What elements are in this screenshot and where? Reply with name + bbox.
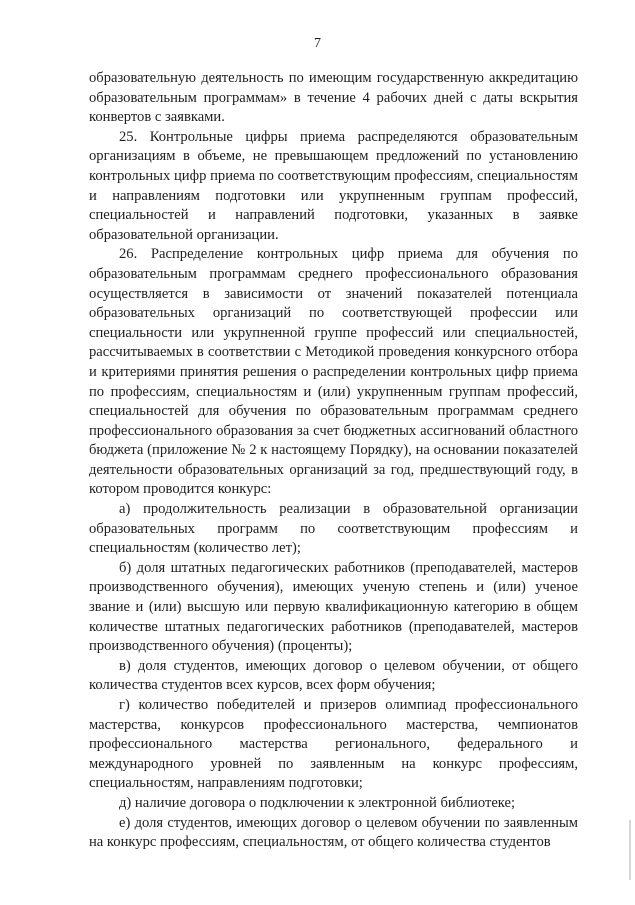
list-item-g: г) количество победителей и призеров олимпиад профессионального мастерства, конкурсов профессионального мастерства, чемпионатов профессионального мастерства регионального, федерального и международного уровней по заявленным на конкурс профессиям, специальностям, направлениям подготовки;: [89, 697, 578, 792]
paragraph-25: 25. Контрольные цифры приема распределяются образовательным организациям в объеме, не превышающем предложений по установлению контрольных цифр приема по соответствующим профессиям, специальностям и направлениям подготовки или укрупненным группам профессий, специальностей и направлений подготовки, указанных в заявке образовательной организации.: [89, 128, 578, 243]
list-item-b: б) доля штатных педагогических работников (преподавателей, мастеров производственного обучения), имеющих ученую степень и (или) ученое звание и (или) высшую или первую квалификационную категорию в общем количестве штатных педагогических работников (преподавателей, мастеров производственного обучения) (проценты);: [89, 559, 578, 655]
paragraph-26: 26. Распределение контрольных цифр приема для обучения по образовательным программам среднего профессионального образования осуществляется в зависимости от значений показателей потенциала образовательных организаций по соответствующей профессии или специальности или укрупненной группе профессий или специальностей, рассчитываемых в соответствии с Методикой проведения конкурсного отбора и критериями принятия решения о распределении контрольных цифр приема по профессиям, специальностям и (или) укрупненным группам профессий, специальностей для обучения по образовательным программам среднего профессионального образования за счет бюджетных ассигнований областного бюджета (приложение № 2 к настоящему Порядку), на основании показателей деятельности образовательных организаций за год, предшествующий году, в котором проводится конкурс:: [89, 246, 578, 498]
page-number: 7: [314, 36, 321, 51]
document-body: [89, 69, 578, 853]
paragraph-continuation: образовательную деятельность по имеющим государственную аккредитацию образовательным программам» в течение 4 рабочих дней с даты вскрытия конвертов с заявками.: [89, 70, 578, 126]
list-item-v: в) доля студентов, имеющих договор о целевом обучении, от общего количества студентов всех курсов, всех форм обучения;: [89, 657, 578, 694]
list-item-d: д) наличие договора о подключении к электронной библиотеке;: [119, 794, 516, 811]
scan-edge-mark: [629, 820, 631, 880]
list-item-e: е) доля студентов, имеющих договор о целевом обучении по заявленным на конкурс профессиям, специальностям, от общего количества студентов: [89, 814, 578, 851]
list-item-a: а) продолжительность реализации в образовательной организации образовательных программ по соответствующим профессиям и специальностям (количество лет);: [89, 501, 578, 557]
